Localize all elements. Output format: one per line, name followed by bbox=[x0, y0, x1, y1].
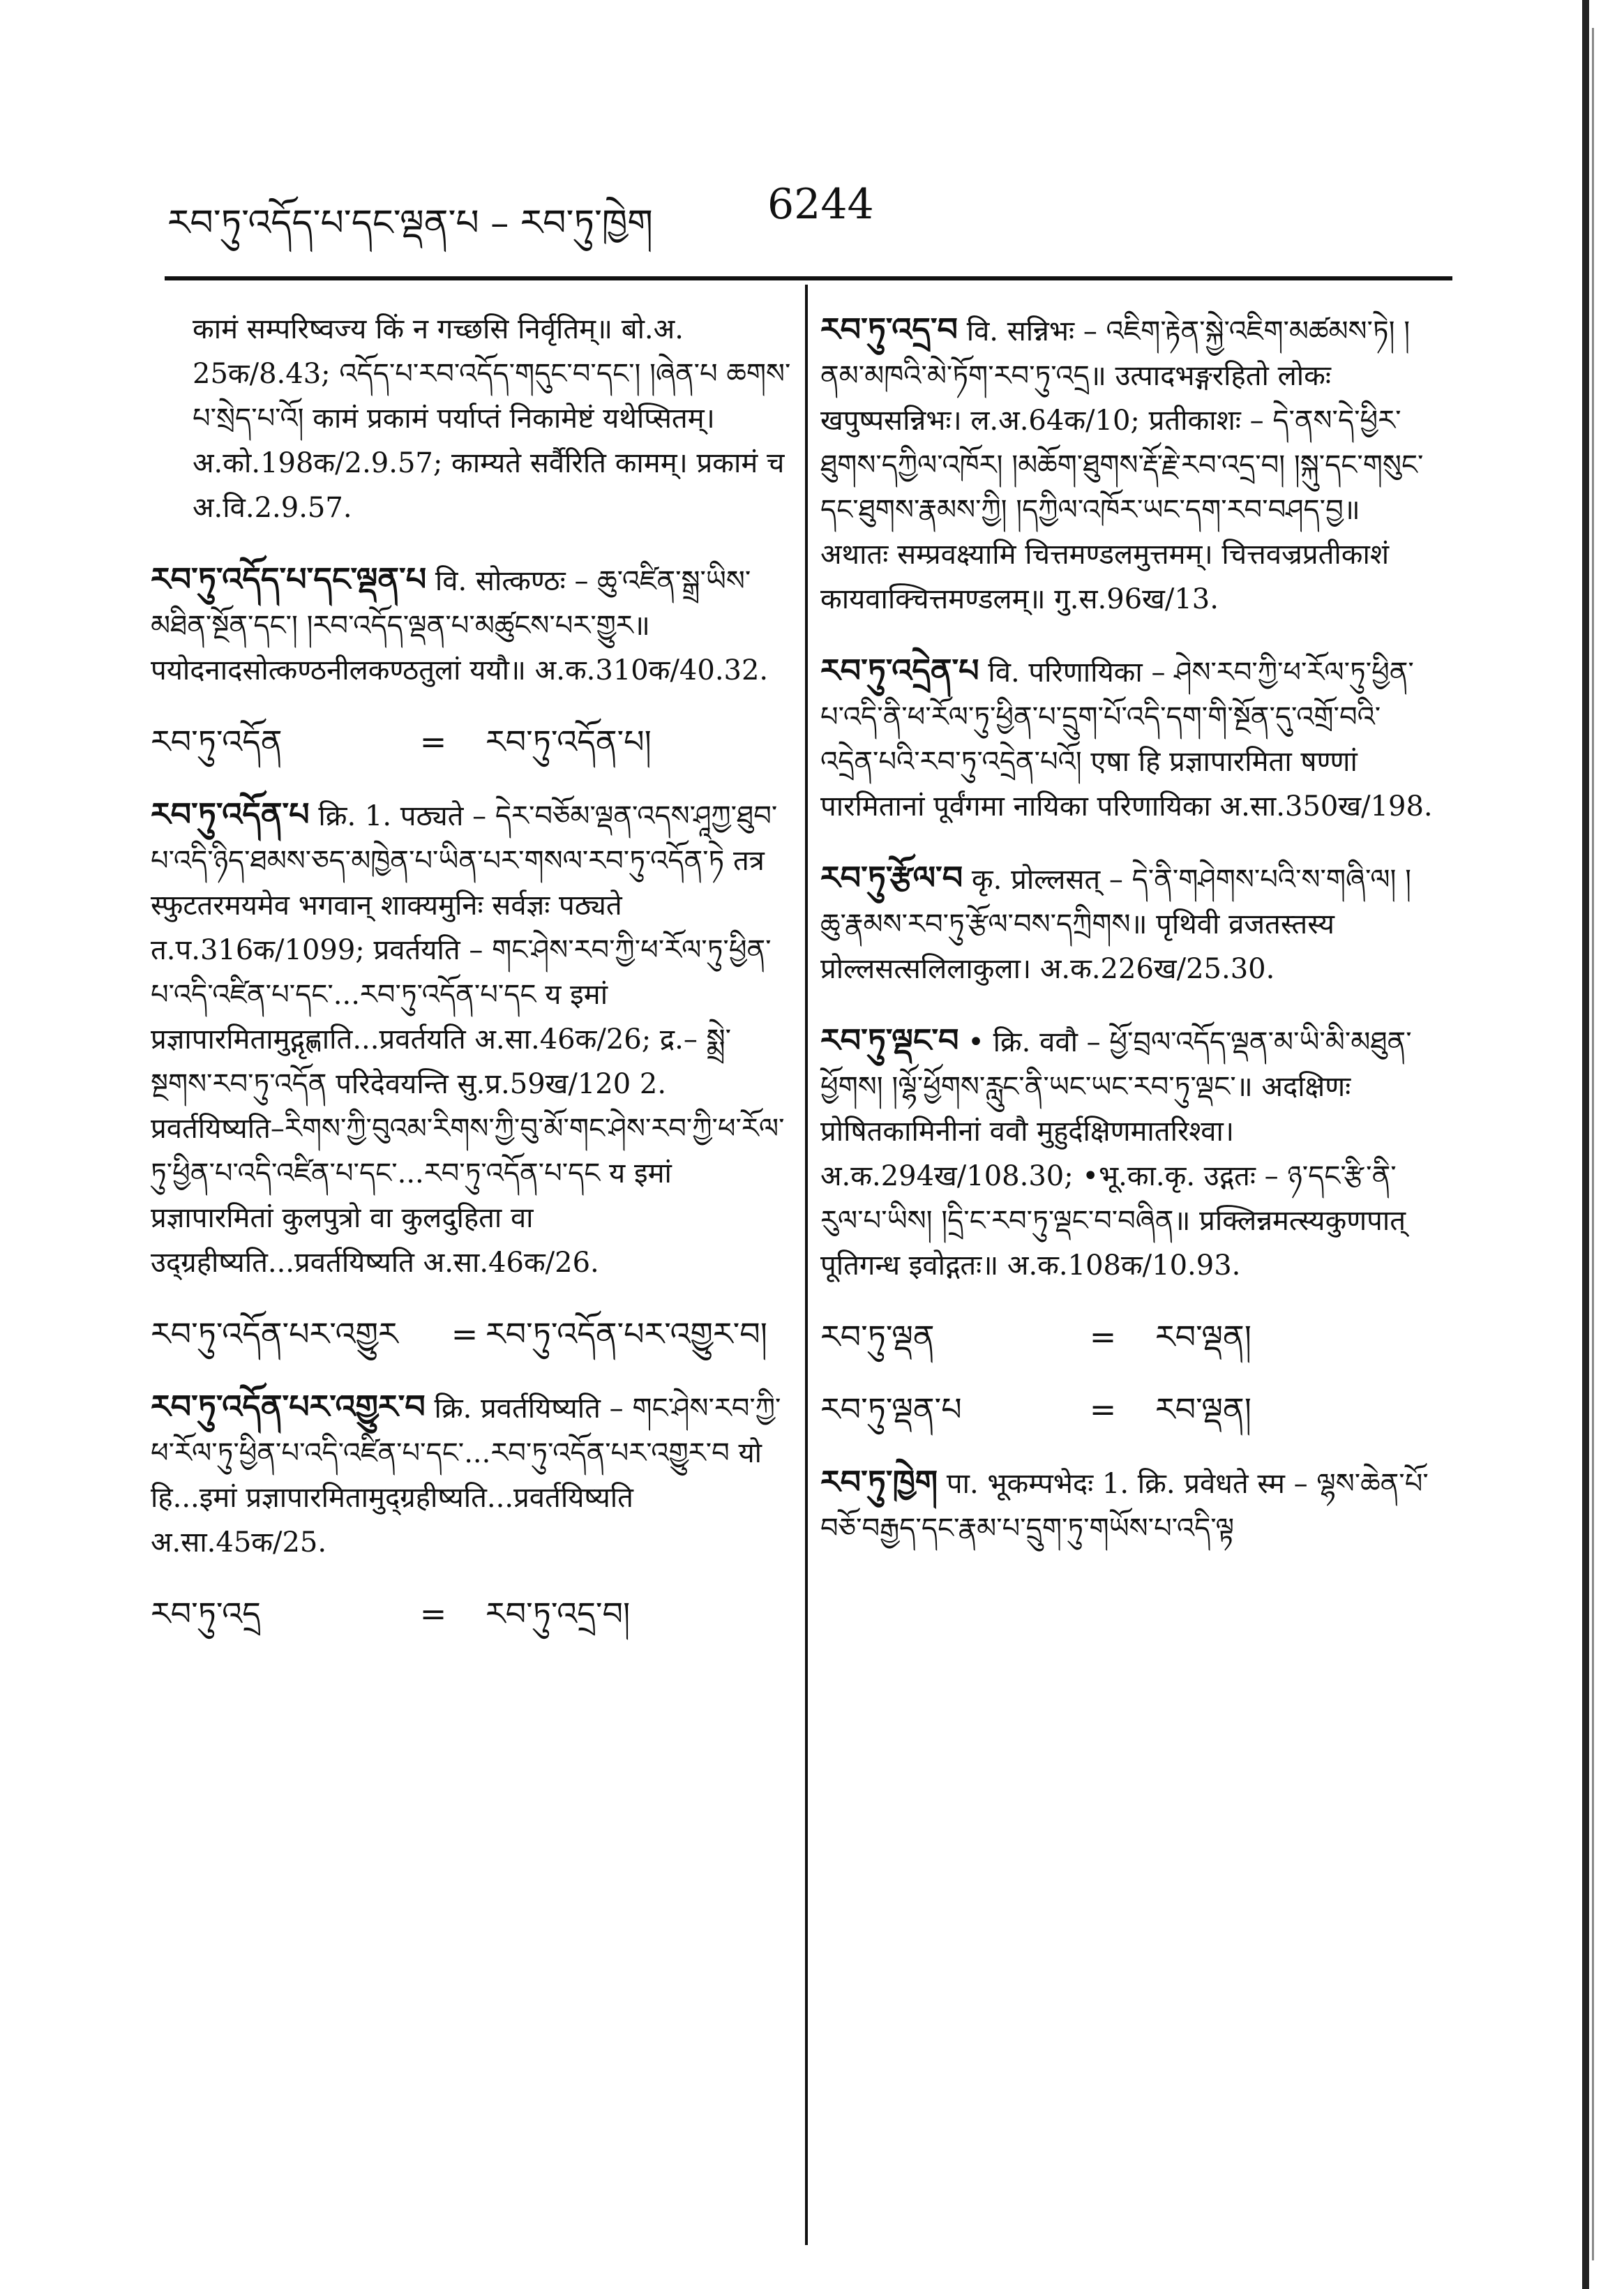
xref-headword: རབ་ཏུ་འདྲ bbox=[151, 1595, 261, 1633]
entry-body: • क्रि. ववौ – ཕྱོ་བྲལ་འདོད་ལྡན་མ་ཡི་མི་མཐུན་ཕྱོགས། །ལྷོ་ཕྱོགས་རླུང་ནི་ཡང་ཡང་རབ་ཏུ་ལྡང་॥ अदक्षिणः प्रोषितकामिनीनां ववौ मुहुर्दक्षिणमातरिश्वा। अ.क.294ख/108.30; •भू.का.कृ. उद्गतः – ཉ་དང་རྩི་ནི་རུལ་པ་ཡིས། །དྲི་ང་རབ་ཏུ་ལྡང་བ་བཞིན॥ प्रक्लिन्नमत्स्यकुणपात् पूतिगन्ध इवोद्गतः॥ अ.क.108क/10.93. bbox=[820, 1026, 1412, 1282]
xref-headword: རབ་ཏུ་ལྡན bbox=[820, 1318, 935, 1356]
entry-headword: རབ་ཏུ་ལྡང་བ bbox=[820, 1021, 959, 1059]
xref-equals: = bbox=[1089, 1318, 1117, 1356]
header-rule bbox=[165, 276, 1452, 280]
right-column bbox=[820, 307, 1434, 1577]
left-column bbox=[151, 307, 792, 1664]
entry bbox=[820, 855, 1434, 991]
xref-headword: རབ་ཏུ་འདོན bbox=[151, 723, 283, 760]
entry-headword: རབ་ཏུ་འདྲེན་པ bbox=[820, 652, 979, 689]
xref-equals: = bbox=[1089, 1390, 1117, 1428]
entry-headword: རབ་ཏུ་ཁྱེག bbox=[820, 1463, 938, 1501]
xref-equals: = bbox=[451, 1315, 479, 1353]
cross-reference bbox=[151, 719, 792, 764]
xref-target: རབ་ཏུ་འདོན་པ། bbox=[486, 723, 652, 760]
entry-headword: རབ་ཏུ་འདོན་པར་འགྱུར་བ bbox=[151, 1388, 426, 1425]
entry bbox=[820, 1459, 1434, 1551]
running-head: རབ་ཏུ་འདོད་པ་དང་ལྡན་པ – རབ་ཏུ་ཁྱེག bbox=[167, 202, 653, 244]
xref-target: རབ་ཏུ་འདྲ་བ། bbox=[486, 1595, 631, 1633]
entry-body: वि. सन्निभः – འཇིག་རྟེན་སྐྱེ་འཇིག་མཚམས་ཏེ། །ནམ་མཁའི་མེ་ཏོག་རབ་ཏུ་འདྲ॥ उत्पादभङ्गरहितो लोकः खपुष्पसन्निभः। ल.अ.64क/10; प्रतीकाशः – དེ་ནས་དེ་ཕྱིར་ཐུགས་དཀྱིལ་འཁོར། །མཆོག་ཐུགས་རྡོ་རྗེ་རབ་འདྲ་བ། །སྐུ་དང་གསུང་དང་ཐུགས་རྣམས་ཀྱི། །དཀྱིལ་འཁོར་ཡང་དག་རབ་བཤད་བྱ॥ अथातः सम्प्रवक्ष्यामि चित्तमण्डलमुत्तमम्। चित्तवज्रप्रतीकाशं कायवाक्चित्तमण्डलम्॥ गु.स.96ख/13. bbox=[820, 315, 1424, 615]
entry bbox=[151, 1384, 792, 1565]
page-edge-shadow bbox=[1582, 0, 1589, 2289]
entry-body: पा. भूकम्पभेदः 1. क्रि. प्रवेधते स्म – ལྷས་ཆེན་པོ་བཅོ་བརྒྱད་དང་རྣམ་པ་དྲུག་ཏུ་གཡོས་པ་འདི་ལྟ bbox=[820, 1468, 1429, 1545]
cross-reference bbox=[820, 1314, 1434, 1359]
xref-target: རབ་ཏུ་འདོན་པར་འགྱུར་བ། bbox=[486, 1315, 767, 1353]
xref-target: རབ་ལྡན། bbox=[1155, 1318, 1251, 1356]
entry-body: क्रि. 1. पठ्यते – དེར་བཅོམ་ལྡན་འདས་ཤཱཀྱ་ཐུབ་པ་འདི་ཉིད་ཐམས་ཅད་མཁྱེན་པ་ཡིན་པར་གསལ་རབ་ཏུ་འདོན་ཏེ तत्र स्फुटतरमयमेव भगवान् शाक्यमुनिः सर्वज्ञः पठ्यते त.प.316क/1099; प्रवर्तयति – གང་ཤེས་རབ་ཀྱི་ཕ་རོལ་ཏུ་ཕྱིན་པ་འདི་འཛིན་པ་དང་...རབ་ཏུ་འདོན་པ་དང य इमां प्रज्ञापारमितामुद्गृह्णाति...प्रवर्तयति अ.सा.46क/26; द्र.– སྨྲེ་སྔགས་རབ་ཏུ་འདོན परिदेवयन्ति सु.प्र.59ख/120 2. प्रवर्तयिष्यति–རིགས་ཀྱི་བུའམ་རིགས་ཀྱི་བུ་མོ་གང་ཤེས་རབ་ཀྱི་ཕ་རོལ་ཏུ་ཕྱིན་པ་འདི་འཛིན་པ་དང་...རབ་ཏུ་འདོན་པ་དང य इमां प्रज्ञापारमितां कुलपुत्रो वा कुलदुहिता वा उद्ग्रहीष्यति...प्रवर्तयिष्यति अ.सा.46क/26. bbox=[151, 800, 785, 1279]
xref-target: རབ་ལྡན། bbox=[1155, 1390, 1251, 1428]
continued-entry: कामं सम्परिष्वज्य किं न गच्छसि निर्वृतिम्॥ बो.अ. 25क/8.43; འདོད་པ་རབ་འདོད་གདུང་བ་དང་། །ཞེན་པ ཆགས་པ་སྲེད་པ་འོ། कामं प्रकामं पर्याप्तं निकामेष्टं यथेप्सितम्। अ.को.198क/2.9.57; काम्यते सर्वैरिति कामम्। प्रकामं च अ.वि.2.9.57. bbox=[193, 313, 791, 524]
entry bbox=[151, 792, 792, 1285]
entry bbox=[820, 1018, 1434, 1288]
cross-reference bbox=[820, 1387, 1434, 1432]
entry-headword: རབ་ཏུ་འདོན་པ bbox=[151, 795, 310, 833]
entry bbox=[820, 307, 1434, 622]
entry-headword: རབ་ཏུ་རྩོལ་བ bbox=[820, 859, 963, 896]
entry-body: कृ. प्रोल्लसत् – དེ་ནི་གཤེགས་པའི་ས་གཞི་ལ། །ཆུ་རྣམས་རབ་ཏུ་རྩོལ་བས་དཀྲིགས॥ पृथिवी व्रजतस्तस्य प्रोल्लसत्सलिलाकुला। अ.क.226ख/25.30. bbox=[820, 864, 1411, 985]
xref-equals: = bbox=[419, 1595, 447, 1633]
entry-body: वि. परिणायिका – ཤེས་རབ་ཀྱི་ཕ་རོལ་ཏུ་ཕྱིན་པ་འདི་ནི་ཕ་རོལ་ཏུ་ཕྱིན་པ་དྲུག་པོ་འདི་དག་གི་སྔོན་དུ་འགྲོ་བའི་འདྲེན་པའི་རབ་ཏུ་འདྲེན་པའོ། एषा हि प्रज्ञापारमिता षण्णां पारमितानां पूर्वंगमा नायिका परिणायिका अ.सा.350ख/198. bbox=[820, 656, 1433, 823]
page-number: 6244 bbox=[767, 180, 874, 229]
entry-body: वि. सोत्कण्ठः – ཆུ་འཛིན་སྒྲ་ཡིས་མཐིན་སྔོན་དང་། །རབ་འདོད་ལྡན་པ་མཚུངས་པར་གྱུར॥ पयोदनादसोत्कण्ठनीलकण्ठतुलां ययौ॥ अ.क.310क/40.32. bbox=[151, 565, 769, 686]
entry-headword: རབ་ཏུ་འདྲ་བ bbox=[820, 310, 958, 348]
entry-body: क्रि. प्रवर्तयिष्यति – གང་ཤེས་རབ་ཀྱི་ཕ་རོལ་ཏུ་ཕྱིན་པ་འདི་འཛིན་པ་དང་...རབ་ཏུ་འདོན་པར་འགྱུར་བ यो हि...इमां प्रज्ञापारमितामुद्ग्रहीष्यति...प्रवर्तयिष्यति अ.सा.45क/25. bbox=[151, 1393, 781, 1559]
xref-headword: རབ་ཏུ་ལྡན་པ bbox=[820, 1390, 962, 1428]
column-divider bbox=[805, 285, 808, 2245]
cross-reference bbox=[151, 1312, 792, 1356]
entry bbox=[151, 557, 792, 693]
cross-reference bbox=[151, 1591, 792, 1636]
xref-equals: = bbox=[419, 723, 447, 760]
entry-headword: རབ་ཏུ་འདོད་པ་དང་ལྡན་པ bbox=[151, 560, 427, 598]
entry bbox=[820, 648, 1434, 829]
xref-headword: རབ་ཏུ་འདོན་པར་འགྱུར bbox=[151, 1315, 398, 1353]
page-edge-line bbox=[1592, 28, 1594, 2260]
